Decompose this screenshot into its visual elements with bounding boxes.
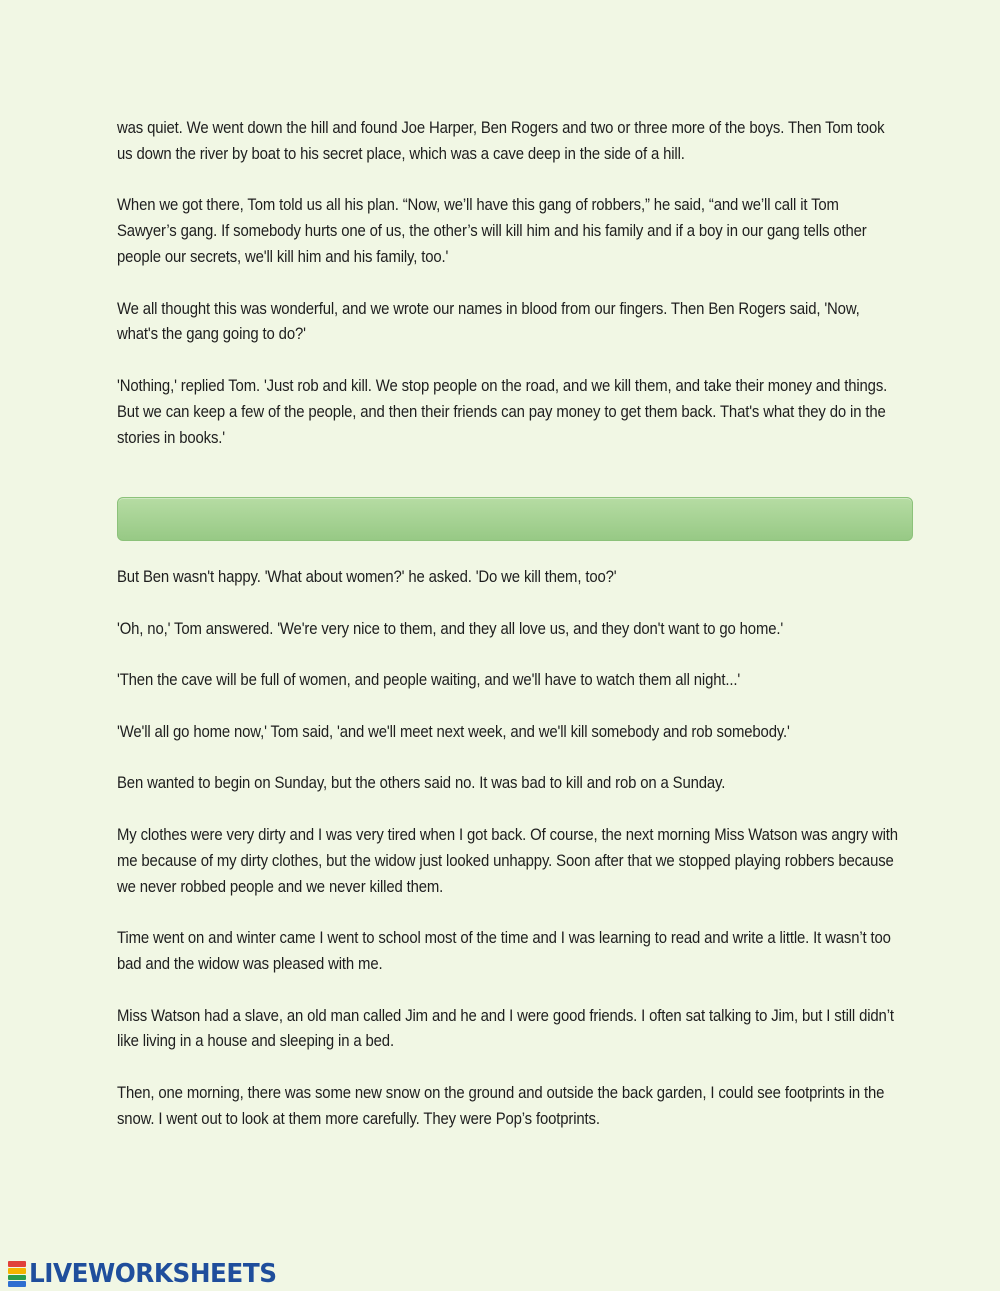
logo-mark-icon xyxy=(8,1261,26,1287)
paragraph: 'Then the cave will be full of women, and people waiting, and we'll have to watch them all night...' xyxy=(117,671,741,690)
logo-text: LIVEWORKSHEETS xyxy=(29,1259,277,1289)
answer-input-field[interactable] xyxy=(117,497,913,541)
reading-text-top xyxy=(117,116,897,477)
paragraph: 'Nothing,' replied Tom. 'Just rob and kill. We stop people on the road, and we kill them, and take their money and things. But we can keep a few of the people, and then their friends can pay money to get them back. That's what they do in the stories in books.' xyxy=(117,376,888,447)
paragraph: Then, one morning, there was some new snow on the ground and outside the back garden, I could see footprints in the snow. I went out to look at them more carefully. They were Pop’s footprints. xyxy=(117,1083,885,1128)
reading-text-bottom xyxy=(117,565,897,1158)
paragraph: But Ben wasn't happy. 'What about women?' he asked. 'Do we kill them, too?' xyxy=(117,568,617,586)
logo-mark-segment xyxy=(8,1261,26,1267)
liveworksheets-logo[interactable] xyxy=(8,1258,290,1290)
paragraph: Time went on and winter came I went to school most of the time and I was learning to read and write a little. It wasn’t too bad and the widow was pleased with me. xyxy=(117,929,891,973)
paragraph: 'Oh, no,' Tom answered. 'We're very nice to them, and they all love us, and they don't want to go home.' xyxy=(117,619,784,638)
logo-mark-segment xyxy=(8,1275,26,1281)
paragraph: Miss Watson had a slave, an old man called Jim and he and I were good friends. I often sat talking to Jim, but I still didn’t like living in a house and sleeping in a bed. xyxy=(117,1006,894,1051)
paragraph: Ben wanted to begin on Sunday, but the others said no. It was bad to kill and rob on a Sunday. xyxy=(117,774,726,793)
paragraph: 'We'll all go home now,' Tom said, 'and we'll meet next week, and we'll kill somebody and rob somebody.' xyxy=(117,722,790,741)
paragraph: My clothes were very dirty and I was very tired when I got back. Of course, the next morning Miss Watson was angry with me because of my dirty clothes, but the widow just looked unhappy. Soon after that we stopped playing robbers because we never robbed people and we never killed them. xyxy=(117,825,898,896)
paragraph: was quiet. We went down the hill and found Joe Harper, Ben Rogers and two or three more of the boys. Then Tom took us down the river by boat to his secret place, which was a cave deep in the side of a hill. xyxy=(117,119,885,163)
paragraph: When we got there, Tom told us all his plan. “Now, we’ll have this gang of robbers,” he said, “and we’ll call it Tom Sawyer’s gang. If somebody hurts one of us, the other’s will kill him and his family and if a boy in our gang tells other people our secrets, we'll kill him and his family, too.' xyxy=(117,196,867,266)
logo-mark-segment xyxy=(8,1281,26,1287)
logo-mark-segment xyxy=(8,1268,26,1274)
paragraph: We all thought this was wonderful, and we wrote our names in blood from our fingers. Then Ben Rogers said, 'Now, what's the gang going to do?' xyxy=(117,299,860,344)
